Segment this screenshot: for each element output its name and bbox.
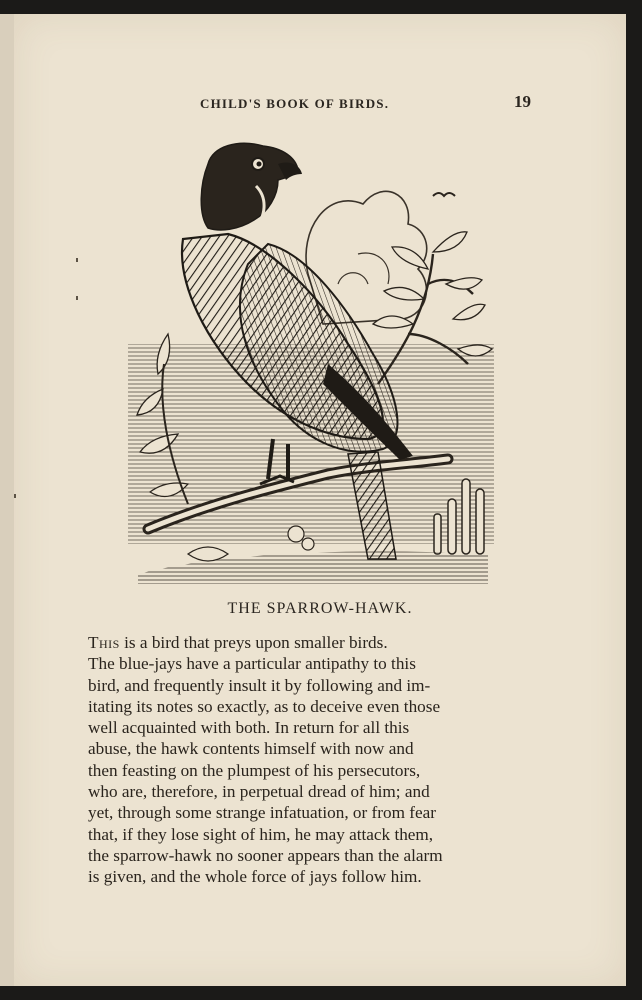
drop-word: This [88,633,120,652]
text-line: is given, and the whole force of jays follow him. [88,867,422,887]
sparrow-hawk-illustration [128,134,494,584]
text-line: well acquainted with both. In return for all this [88,718,410,738]
ground [138,552,488,585]
text-line: yet, through some strange infatuation, or from fear [88,803,436,823]
book-page [14,14,626,986]
text-line: itating its notes so exactly, as to deceive even those [88,696,441,716]
text-line: the sparrow-hawk no sooner appears than the alarm [88,845,443,865]
body-paragraph [88,632,534,888]
text-line: The blue-jays have a particular antipathy to this [88,654,416,674]
running-title: CHILD'S BOOK OF BIRDS. [200,96,390,111]
text-line: that, if they lose sight of him, he may attack them, [88,824,434,844]
text-line: then feasting on the plumpest of his persecutors, [88,760,421,780]
text-line: This is a bird that preys upon smaller birds. [88,633,388,652]
running-head [14,92,626,116]
text-line: who are, therefore, in perpetual dread of him; and [88,782,430,802]
page-number: 19 [514,92,531,111]
stray-ink-mark [76,296,78,300]
distant-bird [433,193,455,196]
stray-ink-mark [76,258,78,262]
text-line: bird, and frequently insult it by following and im- [88,675,431,695]
text-line: abuse, the hawk contents himself with now and [88,739,414,759]
illustration-caption: THE SPARROW-HAWK. [227,600,413,617]
stray-ink-mark [14,494,16,498]
